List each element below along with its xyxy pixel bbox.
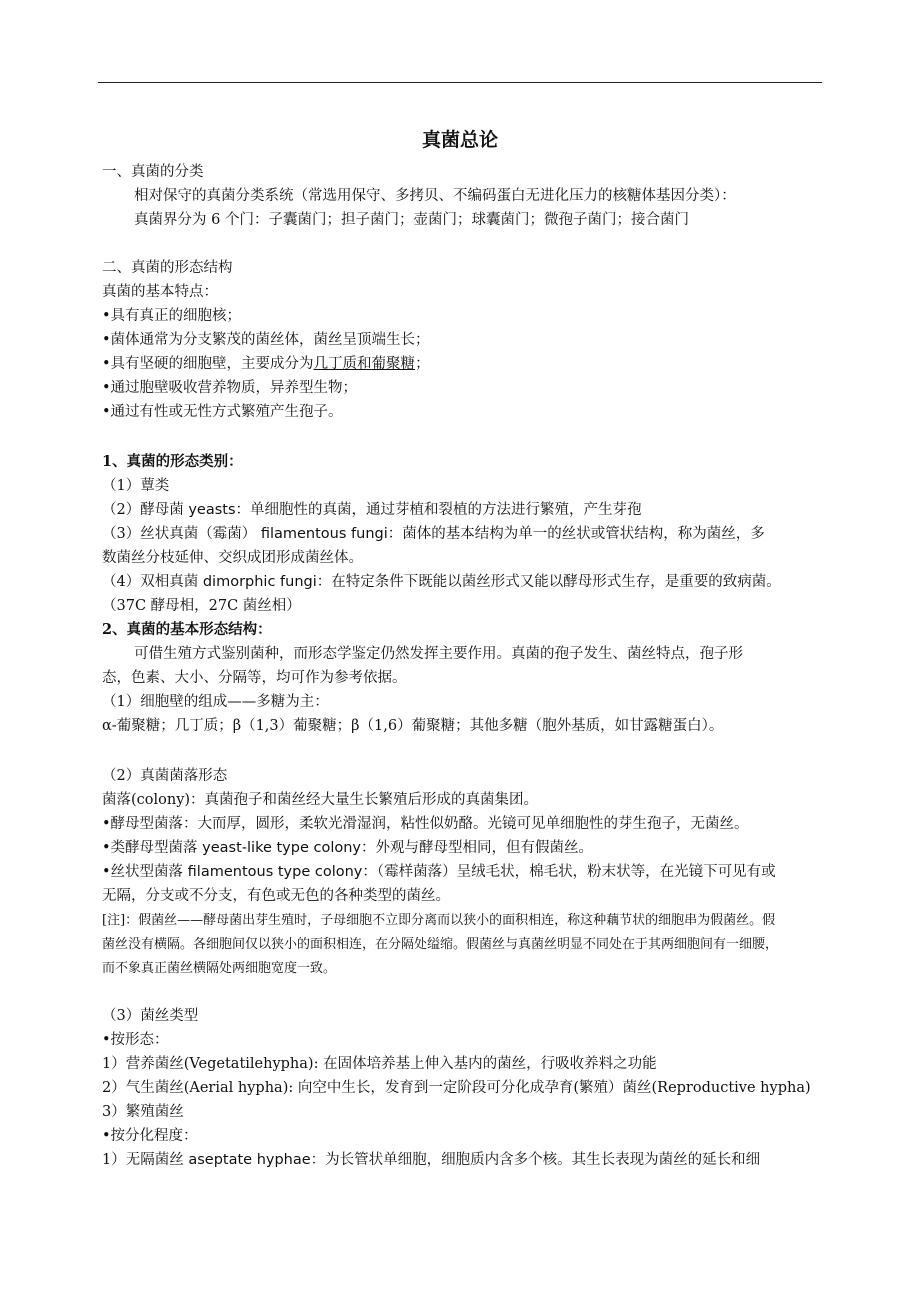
page-title: 真菌总论 [421,129,498,151]
section-heading-classification: 一、真菌的分类 [102,164,204,180]
underlined-term: 几丁质和葡聚糖 [313,356,416,372]
paragraph: 真菌的基本特点： [102,284,218,300]
list-item: 1）营养菌丝(Vegetatilehypha): 在固体培养基上伸入基内的菌丝，行吸收养料之功能 [102,1056,657,1072]
note: [注]：假菌丝——酵母菌出芽生殖时，子母细胞不立即分离而以狭小的面积相连，称这种藕节状的细胞串为假菌丝。假 [102,913,776,928]
paragraph: 真菌界分为 6 个门：子囊菌门；担子菌门；壶菌门；球囊菌门；微孢子菌门；接合菌门 [134,212,689,228]
list-item: 2）气生菌丝(Aerial hypha): 向空中生长，发育到一定阶段可分化成孕育(繁殖）菌丝(Reproductive hypha) [102,1080,811,1096]
header-rule [98,82,822,83]
paragraph: 相对保守的真菌分类系统（常选用保守、多拷贝、不编码蛋白无进化压力的核糖体基因分类）： [134,188,736,204]
paragraph: （2）酵母菌 yeasts：单细胞性的真菌，通过芽植和裂植的方法进行繁殖，产生芽孢 [102,502,642,518]
paragraph: 态，色素、大小、分隔等，均可作为参考依据。 [102,670,407,686]
paragraph: （3）丝状真菌（霉菌） filamentous fungi：菌体的基本结构为单一的丝状或管状结构，称为菌丝，多 [102,526,765,542]
list-item: •通过有性或无性方式繁殖产生孢子。 [102,404,343,420]
paragraph: 菌落(colony)：真菌孢子和菌丝经大量生长繁殖后形成的真菌集团。 [102,792,539,808]
note: 菌丝没有横隔。各细胞间仅以狭小的面积相连，在分隔处缢缩。假菌丝与真菌丝明显不同处在于其两细胞间有一细腰， [102,937,779,952]
subsection-heading: 1、真菌的形态类别： [102,453,243,470]
paragraph: α-葡聚糖；几丁质；β（1,3）葡聚糖；β（1,6）葡聚糖；其他多糖（胞外基质，如甘露糖蛋白）。 [102,718,724,734]
paragraph: 数菌丝分枝延伸、交织成团形成菌丝体。 [102,550,363,566]
list-item: •通过胞壁吸收营养物质，异养型生物； [102,380,358,396]
list-item: •丝状型菌落 filamentous type colony：（霉样菌落）呈绒毛状，棉毛状，粉末状等，在光镜下可见有或 [102,864,776,880]
section-heading-morphology: 二、真菌的形态结构 [102,260,233,276]
paragraph: （3）菌丝类型 [102,1008,199,1024]
list-item: •酵母型菌落：大而厚，圆形，柔软光滑湿润，粘性似奶酪。光镜可见单细胞性的芽生孢子，无菌丝。 [102,816,749,832]
subsection-heading: 2、真菌的基本形态结构： [102,621,272,638]
list-item: 3）繁殖菌丝 [102,1104,184,1120]
list-item: •具有真正的细胞核； [102,308,242,324]
paragraph: 可借生殖方式鉴别菌种，而形态学鉴定仍然发挥主要作用。真菌的孢子发生、菌丝特点，孢子形 [134,646,743,662]
list-item: 1）无隔菌丝 aseptate hyphae：为长管状单细胞，细胞质内含多个核。其生长表现为菌丝的延长和细 [102,1152,761,1168]
paragraph: 无隔，分支或不分支，有色或无色的各种类型的菌丝。 [102,888,450,904]
list-item: •菌体通常为分支繁茂的菌丝体，菌丝呈顶端生长； [102,332,430,348]
note: 而不象真正菌丝横隔处两细胞宽度一致。 [102,961,337,976]
paragraph: （2）真菌菌落形态 [102,768,228,784]
paragraph: （4）双相真菌 dimorphic fungi：在特定条件下既能以菌丝形式又能以酵母形式生存，是重要的致病菌。 [102,574,781,590]
paragraph: •按形态： [102,1032,169,1048]
list-item: •类酵母型菌落 yeast-like type colony：外观与酵母型相同，但有假菌丝。 [102,840,594,856]
paragraph: •按分化程度： [102,1128,198,1144]
paragraph: （37C 酵母相，27C 菌丝相） [102,598,301,614]
paragraph: （1）细胞壁的组成——多糖为主： [102,694,329,710]
list-item: •具有坚硬的细胞壁，主要成分为几丁质和葡聚糖； [102,356,430,372]
paragraph: （1）蕈类 [102,478,170,494]
